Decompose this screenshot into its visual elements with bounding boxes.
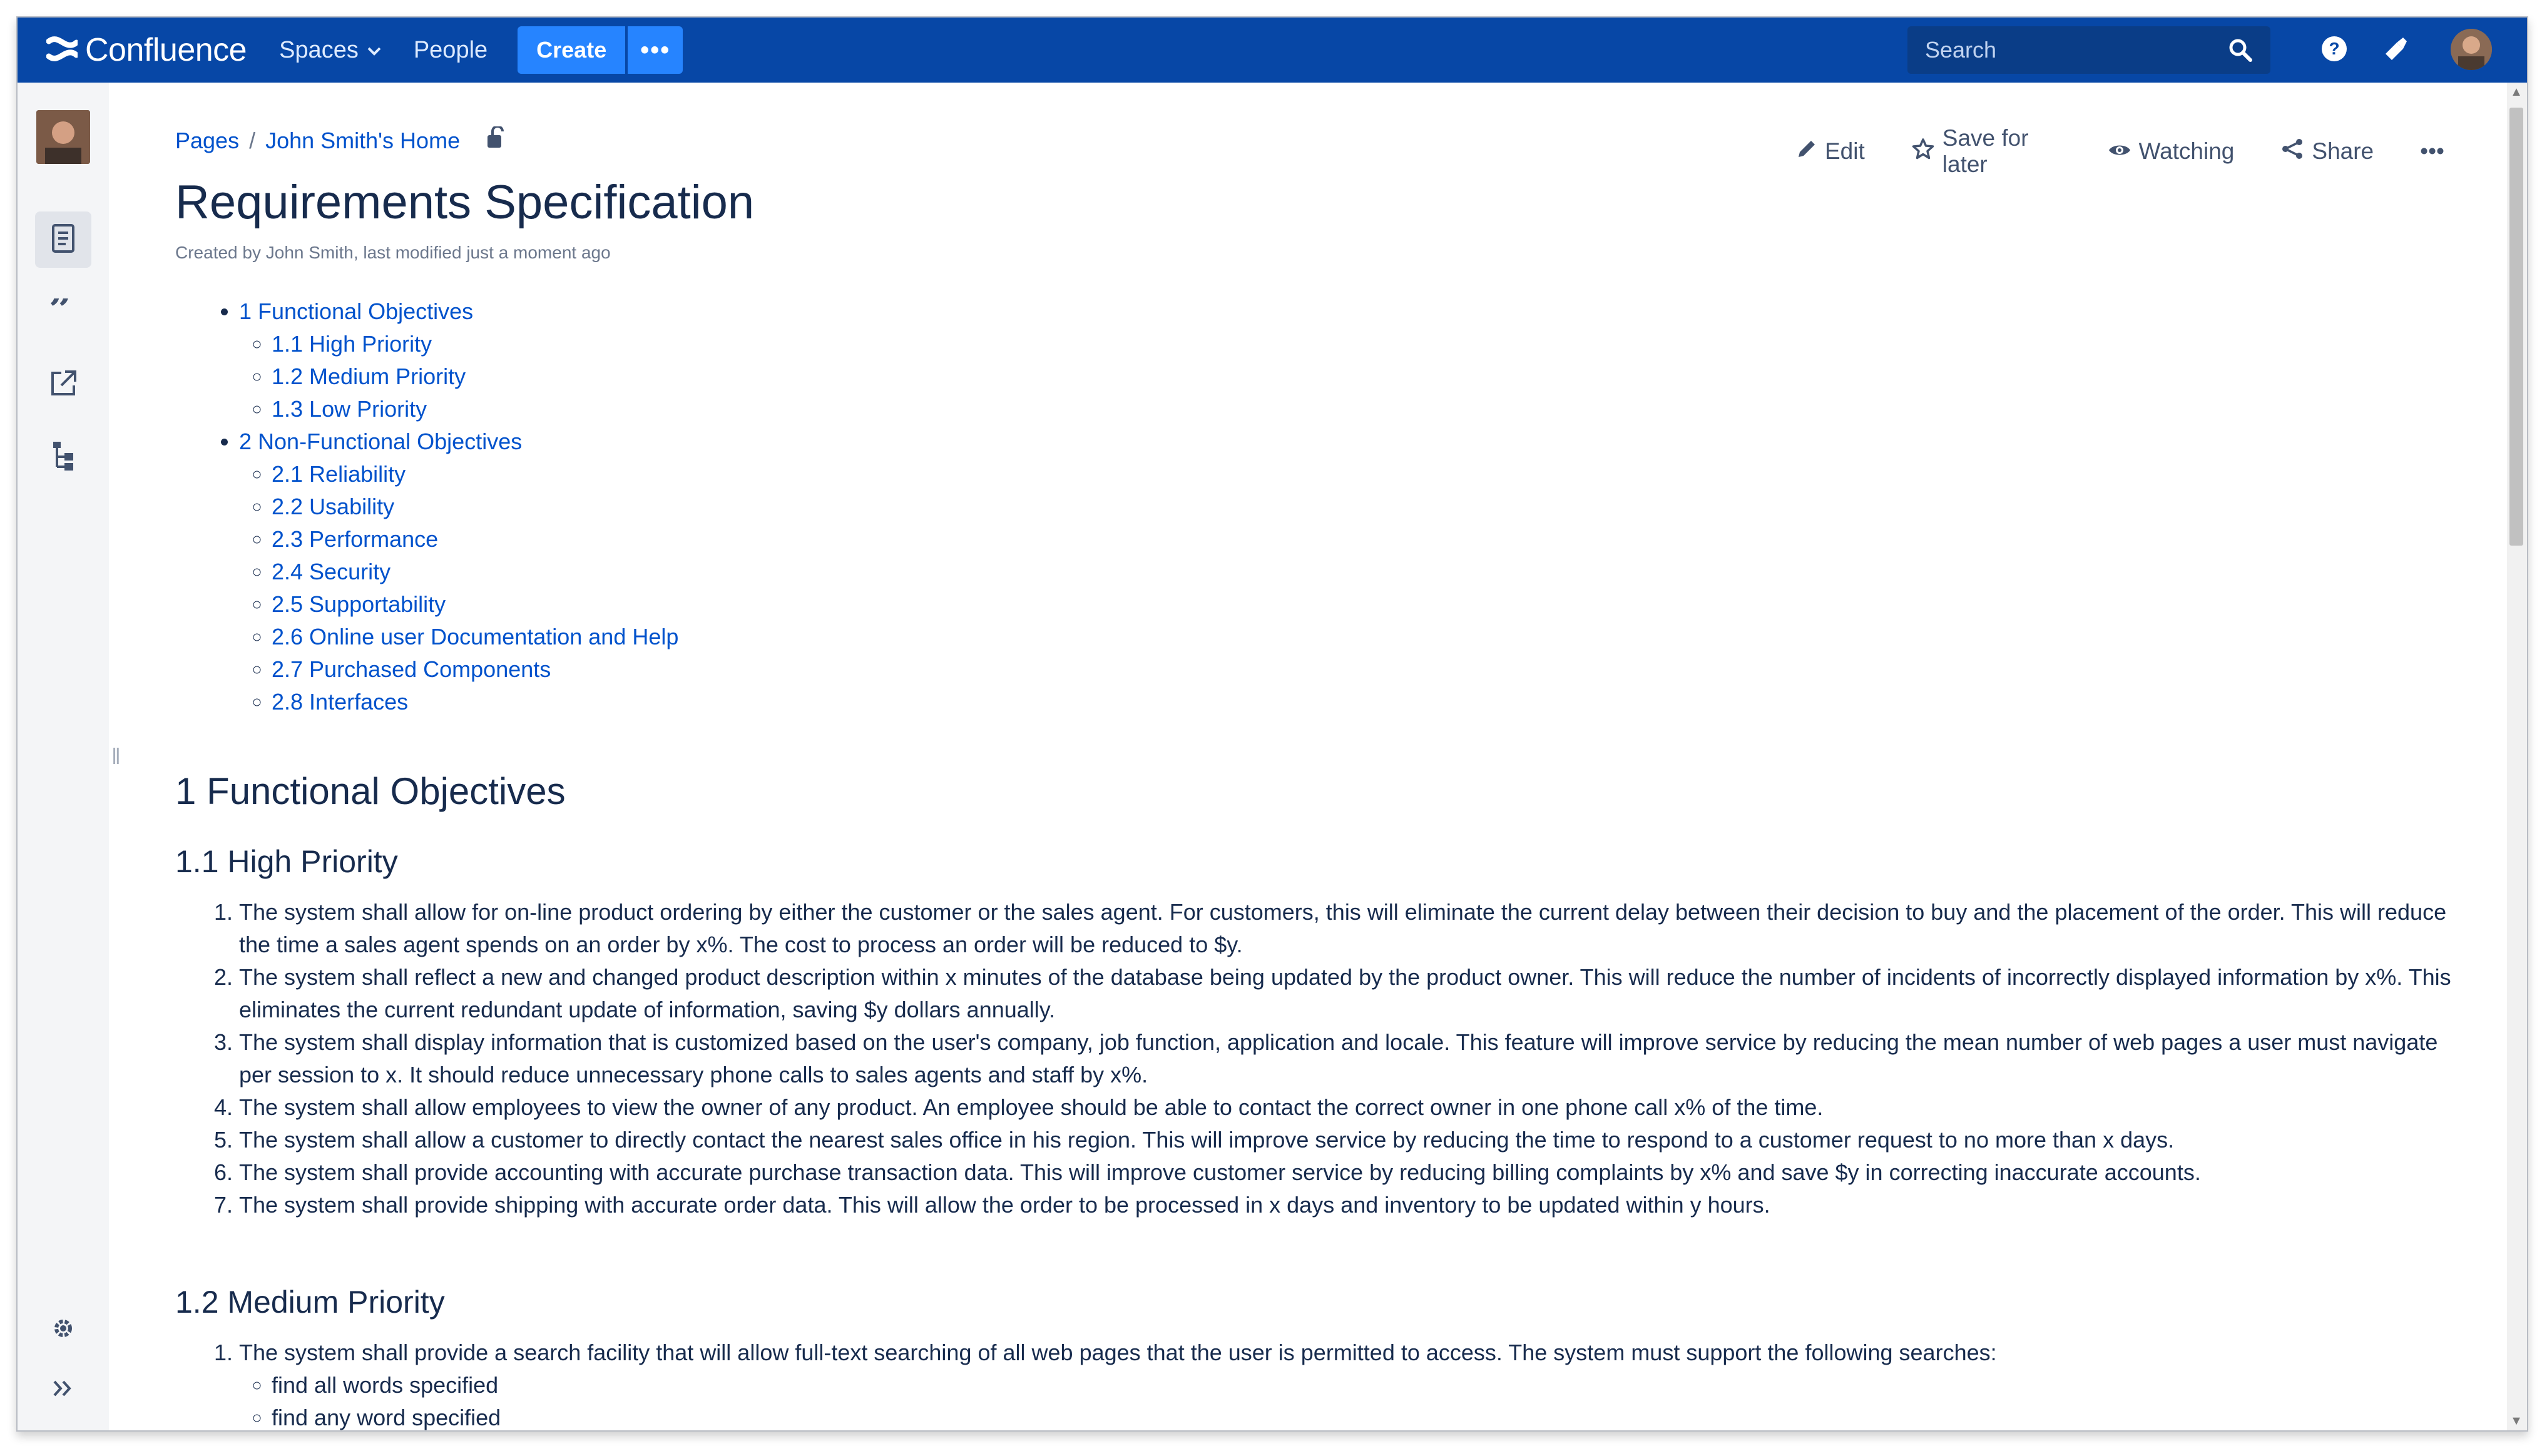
expand-icon [52,1379,74,1401]
svg-text:”: ” [49,298,72,323]
page-actions [1796,125,2491,178]
create-more-button[interactable]: ••• [628,26,683,74]
toc-link[interactable]: 2.6 Online user Documentation and Help [272,624,679,649]
page-title: Requirements Specification [175,176,755,229]
sidebar-settings[interactable] [35,1301,91,1358]
space-avatar[interactable] [36,110,90,164]
toc-link[interactable]: 2.7 Purchased Components [272,656,551,682]
app-window [16,16,2528,1432]
sidebar-expand[interactable] [35,1362,91,1418]
toc-subitem [272,523,678,556]
pages-icon [51,224,76,256]
hierarchy-icon [51,440,76,475]
list-subitem: ◦ find any word specified [272,1402,2467,1432]
settings-icon [51,1316,76,1344]
spaces-label: Spaces [279,36,359,63]
list-item: 3. The system shall display information that is customized based on the user's company, job function, application and locale. This feature will improve service by reducing the mean number of web pages a user must navigate per session to x. It should reduce unnecessary phone calls to sales agents and staff by x%. [239,1026,2467,1091]
spaces-menu[interactable] [279,37,381,64]
breadcrumb-pages[interactable]: Pages [175,127,240,153]
user-avatar[interactable] [2451,29,2492,70]
toc-link[interactable]: 2 Non-Functional Objectives [239,429,523,454]
section-heading-medium-priority: 1.2 Medium Priority [175,1285,445,1320]
toc-link[interactable]: 2.1 Reliability [272,461,406,487]
more-actions-button[interactable]: ••• [2420,138,2444,164]
toc-item [239,425,678,718]
toc-subitem [272,360,678,393]
toc-link[interactable]: 2.4 Security [272,559,391,584]
svg-text:?: ? [2329,39,2340,58]
save-for-later-button[interactable] [1911,125,2061,178]
breadcrumb-home[interactable]: John Smith's Home [265,127,461,153]
shortcut-icon [49,369,78,401]
toc-link[interactable]: 1.3 Low Priority [272,396,427,422]
section-heading-functional: 1 Functional Objectives [175,770,566,812]
sidebar-item-shortcuts[interactable] [35,357,91,413]
page-scrollbar[interactable] [2507,83,2527,1430]
list-item: 2. The system shall reflect a new and changed product description within x minutes of the database being updated by the product owner. This will reduce the number of incidents of incorrectly displayed information by x%. This eliminates the current redundant update of information, saving $y dollars annually. [239,961,2467,1026]
page-byline: Created by John Smith, last modified just a moment ago [175,243,611,262]
eye-icon [2108,138,2139,165]
watching-label: Watching [2138,138,2235,164]
sidebar-item-page-tree[interactable] [35,429,91,486]
star-icon [1911,138,1942,166]
high-priority-list [207,896,2467,1221]
pencil-icon [1796,138,1825,165]
toc-subitem [272,556,678,588]
toc-subitem [272,686,678,718]
toc-subitem [272,458,678,491]
share-button[interactable] [2280,138,2374,166]
save-for-later-label: Save for later [1942,125,2029,177]
toc-link[interactable]: 2.8 Interfaces [272,689,409,715]
scroll-down-arrow[interactable]: ▼ [2510,1414,2523,1428]
lock-icon[interactable] [485,126,506,155]
list-item: 5. The system shall allow a customer to directly contact the nearest sales office in his region. This will improve service by reducing the time to respond to a customer request to no more than x days. [239,1124,2467,1156]
list-item: 7. The system shall provide shipping with accurate order data. This will allow the order to be processed in x days and inventory to be updated within y hours. [239,1189,2467,1221]
toc-subitem [272,328,678,360]
table-of-contents [207,295,678,718]
list-item [239,1336,2467,1432]
people-link[interactable]: People [413,36,488,63]
toc-link[interactable]: 1.1 High Priority [272,331,432,357]
search-icon[interactable] [2228,38,2253,66]
share-icon [2280,138,2312,166]
toc-link[interactable]: 2.3 Performance [272,526,439,552]
toc-subitem [272,393,678,425]
sidebar [18,83,109,1430]
section-heading-high-priority: 1.1 High Priority [175,844,398,879]
medium-priority-list [207,1336,2467,1432]
toc-link[interactable]: 1 Functional Objectives [239,298,474,324]
top-navigation [18,18,2527,83]
share-label: Share [2312,138,2374,164]
toc-subitem [272,621,678,653]
sidebar-item-blog[interactable] [35,284,91,340]
confluence-logo[interactable] [46,31,247,69]
toc-subitem [272,588,678,621]
toc-link[interactable]: 2.2 Usability [272,494,395,519]
search-input[interactable] [1924,36,2214,64]
help-icon[interactable] [2320,35,2348,66]
list-item-text: The system shall provide a search facility that will allow full-text searching of all web pages that the user is permitted to access. The system must support the following searches: [239,1340,1997,1365]
notifications-icon[interactable] [2382,35,2409,66]
edit-label: Edit [1825,138,1865,164]
breadcrumb [175,126,506,155]
breadcrumb-separator: / [249,127,256,153]
sidebar-resize-handle[interactable]: ‖ [111,743,121,769]
scroll-up-arrow[interactable]: ▲ [2510,85,2523,99]
watching-button[interactable] [2108,138,2235,165]
list-item: 6. The system shall provide accounting with accurate purchase transaction data. This will improve customer service by reducing billing complaints by x% and save $y in correcting inaccurate accounts. [239,1156,2467,1189]
list-subitem: ◦ find all words specified [272,1369,2467,1402]
scroll-thumb[interactable] [2509,108,2523,546]
app-name: Confluence [85,32,247,68]
toc-item [239,295,678,425]
toc-subitem [272,491,678,523]
toc-link[interactable]: 1.2 Medium Priority [272,364,466,389]
toc-link[interactable]: 2.5 Supportability [272,591,446,617]
toc-subitem [272,653,678,686]
blog-icon [49,298,78,327]
search-box[interactable] [1907,26,2270,74]
list-item: 4. The system shall allow employees to view the owner of any product. An employee should be able to contact the correct owner in one phone call x% of the time. [239,1091,2467,1124]
chevron-down-icon [367,41,381,60]
sidebar-item-pages[interactable] [35,211,91,268]
list-item: 1. The system shall allow for on-line product ordering by either the customer or the sales agent. For customers, this will eliminate the current delay between their decision to buy and the placement of the order. This will reduce the time a sales agent spends on an order by x%. The cost to process an order will be reduced to $y. [239,896,2467,961]
confluence-logo-icon [46,35,78,66]
create-button[interactable]: Create [518,26,625,74]
edit-button[interactable] [1796,138,1865,165]
